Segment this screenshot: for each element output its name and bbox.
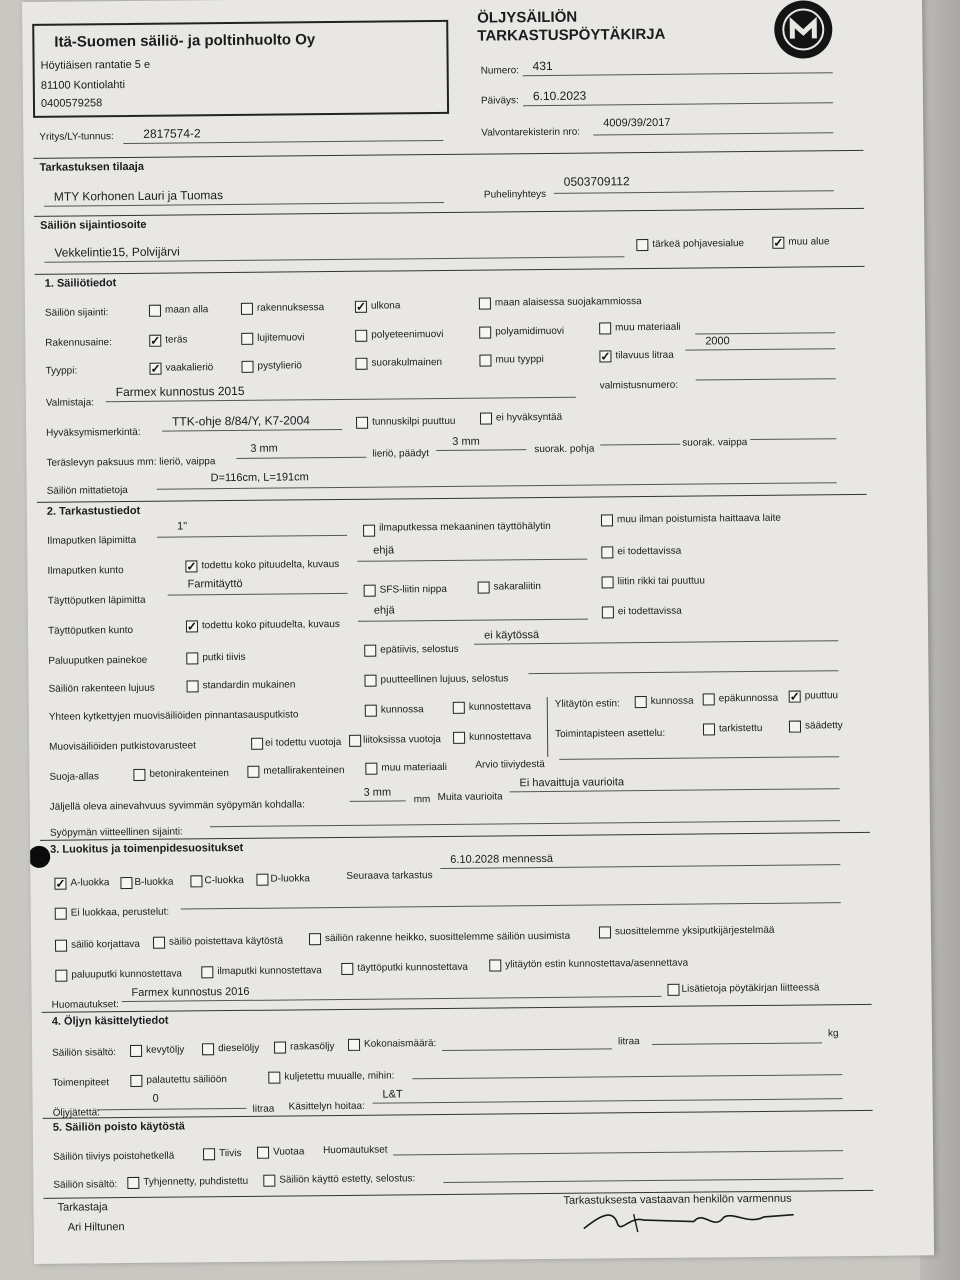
acc-leaks-checkbox[interactable] bbox=[349, 735, 361, 747]
wall-value: 3 mm bbox=[363, 786, 392, 799]
form-title-2: TARKASTUSPÖYTÄKIRJA bbox=[477, 25, 666, 45]
divider bbox=[35, 266, 865, 275]
oil-waste-line bbox=[97, 1108, 247, 1110]
strength-weak-label: puutteellinen lujuus, selostus bbox=[380, 673, 509, 686]
use-prevented-label: Säiliön käyttö estetty, selostus: bbox=[279, 1173, 416, 1186]
section-5-heading: 5. Säiliön poisto käytöstä bbox=[52, 1120, 185, 1134]
contents-label: Säiliön sisältö: bbox=[52, 1047, 117, 1059]
thickness-shell-line bbox=[236, 457, 366, 459]
date-label: Päiväys: bbox=[480, 95, 519, 107]
transported-checkbox[interactable] bbox=[268, 1072, 280, 1084]
material-steel-label: teräs bbox=[165, 334, 188, 346]
basin-metal-checkbox[interactable] bbox=[247, 766, 259, 778]
inspector-name: Ari Hiltunen bbox=[67, 1221, 125, 1234]
tightness-label: Arvio tiiviydestä bbox=[475, 759, 545, 771]
setting-adjusted-label: säädetty bbox=[804, 720, 843, 732]
groundwater-label: tärkeä pohjavesialue bbox=[652, 238, 745, 250]
type-rectangular-label: suorakulmainen bbox=[371, 356, 443, 369]
material-other-label: muu materiaali bbox=[615, 321, 681, 334]
placement-underground-label: maan alla bbox=[164, 304, 209, 316]
fill-diam-value: Farmitäyttö bbox=[187, 577, 243, 591]
fill-cond-value: ehjä bbox=[373, 604, 395, 617]
rec-repair-checkbox[interactable] bbox=[55, 940, 67, 952]
dims-value: D=116cm, L=191cm bbox=[210, 471, 309, 485]
section-4-heading: 4. Öljyn käsittelytiedot bbox=[51, 1014, 169, 1028]
returned-checkbox[interactable] bbox=[130, 1075, 142, 1087]
rect-shell-label: suorak. vaippa bbox=[682, 437, 748, 449]
vent-diam-label: Ilmaputken läpimitta bbox=[47, 534, 137, 547]
total-line bbox=[442, 1048, 612, 1051]
basin-other-label: muu materiaali bbox=[381, 761, 448, 774]
no-approval-label: ei hyväksyntää bbox=[495, 411, 563, 424]
acc-repair-label: kunnostettava bbox=[469, 731, 532, 743]
number-label: Numero: bbox=[480, 65, 520, 77]
material-label: Rakennusaine: bbox=[45, 337, 113, 349]
approval-label: Hyväksymismerkintä: bbox=[46, 426, 141, 439]
decommission-notes-line bbox=[393, 1150, 843, 1155]
leaking-checkbox[interactable] bbox=[257, 1147, 269, 1159]
claw-checkbox[interactable] bbox=[478, 582, 490, 594]
setting-label: Toimintapisteen asettelu: bbox=[555, 727, 666, 740]
wall-label: Jäljellä oleva ainevahvuus syvimmän syöpymän kohdalla: bbox=[49, 799, 305, 813]
client-heading: Tarkastuksen tilaaja bbox=[39, 160, 145, 174]
use-prevented-line bbox=[443, 1178, 843, 1183]
thickness-shell-value: 3 mm bbox=[250, 442, 278, 455]
type-vertical-label: pystylieriö bbox=[257, 360, 303, 372]
other-area-label: muu alue bbox=[788, 236, 830, 248]
handler-line bbox=[373, 1098, 843, 1104]
material-pa-label: polyamidimuovi bbox=[495, 325, 565, 338]
unclassified-line bbox=[181, 902, 841, 909]
basin-other-checkbox[interactable] bbox=[365, 763, 377, 775]
strength-ok-label: standardin mukainen bbox=[202, 679, 296, 692]
emptied-label: Tyhjennetty, puhdistettu bbox=[143, 1175, 249, 1188]
business-id-value: 2817574-2 bbox=[143, 126, 201, 141]
class-a-label: A-luokka bbox=[70, 877, 110, 889]
association-logo bbox=[774, 0, 833, 59]
wall-line bbox=[350, 800, 406, 802]
transported-line bbox=[412, 1074, 842, 1079]
class-c-checkbox[interactable] bbox=[190, 875, 202, 887]
rec-single-pipe-checkbox[interactable] bbox=[599, 926, 611, 938]
inspector-label: Tarkastaja bbox=[57, 1201, 108, 1214]
handwritten-signature bbox=[574, 1205, 804, 1237]
tight-checkbox[interactable] bbox=[203, 1148, 215, 1160]
date-line bbox=[523, 102, 833, 106]
material-grp-label: lujitemuovi bbox=[257, 332, 305, 344]
unclassified-label: Ei luokkaa, perustelut: bbox=[70, 906, 170, 919]
rec-overfill-checkbox[interactable] bbox=[489, 959, 501, 971]
transported-label: kuljetettu muualle, mihin: bbox=[284, 1070, 395, 1083]
divider bbox=[33, 150, 863, 159]
kg-unit: kg bbox=[827, 1028, 839, 1040]
vent-cond-label: Ilmaputken kunto bbox=[47, 565, 124, 577]
rec-decommission-label: säiliö poistettava käytöstä bbox=[168, 935, 284, 948]
type-rectangular-checkbox[interactable] bbox=[355, 358, 367, 370]
vent-diam-value: 1" bbox=[176, 520, 188, 533]
vent-alarm-checkbox[interactable] bbox=[363, 525, 375, 537]
damage-label: Muita vaurioita bbox=[437, 791, 503, 804]
vent-other-label: muu ilman poistumista haittaava laite bbox=[616, 512, 782, 526]
vent-cond-line bbox=[357, 559, 587, 562]
maker-label: Valmistaja: bbox=[45, 397, 95, 409]
fill-verified-label: todettu koko pituudelta, kuvaus bbox=[201, 618, 340, 632]
placement-building-label: rakennuksessa bbox=[256, 302, 325, 314]
rec-fill-pipe-label: täyttöputki kunnostettava bbox=[357, 961, 468, 974]
light-oil-checkbox[interactable] bbox=[130, 1045, 142, 1057]
material-pe-label: polyeteenimuovi bbox=[371, 328, 444, 341]
company-street: Höytiäisen rantatie 5 e bbox=[40, 58, 151, 72]
class-d-checkbox[interactable] bbox=[256, 874, 268, 886]
punch-hole bbox=[28, 846, 50, 868]
rec-overfill-label: ylitäytön estin kunnostettava/asennettava bbox=[505, 957, 689, 971]
placement-building-checkbox[interactable] bbox=[241, 303, 253, 315]
total-label: Kokonaismäärä: bbox=[363, 1038, 437, 1050]
vent-cond-value: ehjä bbox=[373, 544, 395, 557]
rec-vent-pipe-checkbox[interactable] bbox=[201, 966, 213, 978]
no-nameplate-label: tunnuskilpi puuttuu bbox=[371, 415, 456, 428]
company-name: Itä-Suomen säiliö- ja poltinhuolto Oy bbox=[54, 31, 316, 51]
placement-outdoors-label: ulkona bbox=[370, 300, 401, 312]
class-d-label: D-luokka bbox=[270, 873, 310, 885]
basin-metal-label: metallirakenteinen bbox=[263, 764, 345, 777]
client-name: MTY Korhonen Lauri ja Tuomas bbox=[53, 188, 224, 204]
pipe-ok-label: kunnossa bbox=[380, 704, 424, 716]
number-value: 431 bbox=[532, 58, 553, 74]
inspection-form-sheet bbox=[22, 0, 934, 1264]
material-other-checkbox[interactable] bbox=[599, 322, 611, 334]
material-pe-checkbox[interactable] bbox=[355, 330, 367, 342]
class-b-label: B-luokka bbox=[134, 876, 174, 888]
class-b-checkbox[interactable] bbox=[120, 877, 132, 889]
accessories-label: Muovisäiliöiden putkistovarusteet bbox=[49, 740, 196, 753]
rec-renew-label: säiliön rakenne heikko, suosittelemme säiliön uusimista bbox=[324, 930, 571, 945]
section-1-heading: 1. Säiliötiedot bbox=[44, 277, 117, 290]
groundwater-checkbox[interactable] bbox=[636, 239, 648, 251]
oil-waste-unit: litraa bbox=[252, 1103, 275, 1115]
oil-waste-value: 0 bbox=[152, 1092, 159, 1105]
approval-line bbox=[162, 429, 342, 432]
attachment-label: Lisätietoja pöytäkirjan liitteessä bbox=[681, 982, 820, 995]
type-label: Tyyppi: bbox=[45, 365, 78, 377]
overfill-label: Ylitäytön estin: bbox=[554, 698, 620, 710]
type-horizontal-label: vaakalieriö bbox=[165, 362, 214, 374]
pipe-ok-checkbox[interactable] bbox=[365, 705, 377, 717]
overfill-ok-checkbox[interactable] bbox=[635, 696, 647, 708]
location-address: Vekkelintie15, Polvijärvi bbox=[54, 244, 180, 260]
strength-weak-line bbox=[528, 670, 838, 674]
volume-label: tilavuus litraa bbox=[615, 349, 674, 362]
material-grp-checkbox[interactable] bbox=[241, 333, 253, 345]
class-a-checkbox[interactable] bbox=[54, 878, 66, 890]
rec-fill-pipe-checkbox[interactable] bbox=[341, 963, 353, 975]
volume-checkbox[interactable] bbox=[599, 350, 611, 362]
strength-label: Säiliön rakenteen lujuus bbox=[48, 682, 155, 695]
tightness-line bbox=[559, 756, 839, 760]
strength-weak-checkbox[interactable] bbox=[364, 675, 376, 687]
thickness-ends-label: lieriö, päädyt bbox=[372, 448, 430, 460]
type-other-label: muu tyyppi bbox=[495, 354, 544, 366]
overfill-missing-checkbox[interactable] bbox=[789, 691, 801, 703]
return-label: Paluuputken painekoe bbox=[48, 654, 148, 667]
vent-not-verifiable-checkbox[interactable] bbox=[601, 546, 613, 558]
other-area-checkbox[interactable] bbox=[772, 237, 784, 249]
leaking-label: Vuotaa bbox=[272, 1146, 305, 1158]
setting-checked-checkbox[interactable] bbox=[703, 723, 715, 735]
rec-return-pipe-checkbox[interactable] bbox=[55, 970, 67, 982]
strength-ok-checkbox[interactable] bbox=[187, 680, 199, 692]
type-vertical-checkbox[interactable] bbox=[241, 361, 253, 373]
rec-decommission-checkbox[interactable] bbox=[153, 937, 165, 949]
dims-label: Säiliön mittatietoja bbox=[46, 485, 128, 497]
class-c-label: C-luokka bbox=[204, 874, 244, 887]
column-divider bbox=[547, 697, 549, 757]
rec-repair-label: säiliö korjattava bbox=[71, 938, 141, 951]
attachment-checkbox[interactable] bbox=[667, 984, 679, 996]
vent-alarm-label: ilmaputkessa mekaaninen täyttöhälytin bbox=[379, 520, 551, 534]
location-heading: Säiliön sijaintiosoite bbox=[40, 218, 147, 232]
decommission-tight-label: Säiliön tiiviys poistohetkellä bbox=[53, 1150, 175, 1163]
oil-waste-label: Öljyjätettä: bbox=[52, 1107, 100, 1119]
return-leak-checkbox[interactable] bbox=[364, 645, 376, 657]
handler-value: L&T bbox=[382, 1088, 403, 1101]
vent-not-verifiable-label: ei todettavissa bbox=[617, 545, 682, 558]
use-prevented-checkbox[interactable] bbox=[263, 1175, 275, 1187]
notes-value: Farmex kunnostus 2016 bbox=[131, 985, 250, 999]
damage-value: Ei havaittuja vaurioita bbox=[519, 776, 625, 790]
pipe-repair-label: kunnostettava bbox=[468, 701, 532, 713]
setting-checked-label: tarkistettu bbox=[718, 722, 763, 735]
heavy-oil-label: raskasöljy bbox=[289, 1041, 335, 1053]
thickness-label: Teräslevyn paksuus mm: lieriö, vaippa bbox=[46, 456, 216, 469]
return-note-value: ei käytössä bbox=[484, 629, 540, 642]
vent-diam-line bbox=[157, 535, 347, 538]
client-phone-value: 0503709112 bbox=[563, 174, 630, 189]
type-other-checkbox[interactable] bbox=[479, 355, 491, 367]
corrosion-label: Syöpymän viitteellinen sijainti: bbox=[49, 826, 183, 839]
vent-other-checkbox[interactable] bbox=[601, 514, 613, 526]
basin-concrete-checkbox[interactable] bbox=[133, 769, 145, 781]
rec-single-pipe-label: suosittelemme yksiputkijärjestelmää bbox=[614, 924, 775, 938]
vent-verified-checkbox[interactable] bbox=[185, 560, 197, 572]
diesel-checkbox[interactable] bbox=[202, 1043, 214, 1055]
fill-cond-label: Täyttöputken kunto bbox=[47, 624, 134, 637]
claw-label: sakaraliitin bbox=[493, 581, 541, 593]
registry-value: 4009/39/2017 bbox=[603, 116, 671, 130]
serial-line bbox=[696, 378, 836, 380]
sfs-checkbox[interactable] bbox=[364, 585, 376, 597]
broken-label: liitin rikki tai puuttuu bbox=[617, 575, 705, 588]
no-approval-checkbox[interactable] bbox=[480, 413, 492, 425]
thickness-ends-line bbox=[436, 449, 526, 451]
tight-label: Tiivis bbox=[219, 1147, 242, 1160]
client-phone-label: Puhelinyhteys bbox=[483, 188, 547, 201]
placement-shelter-checkbox[interactable] bbox=[479, 298, 491, 310]
actions-label: Toimenpiteet bbox=[52, 1077, 110, 1089]
date-value: 6.10.2023 bbox=[532, 88, 587, 104]
fill-cond-line bbox=[358, 619, 588, 622]
client-phone-line bbox=[554, 190, 834, 194]
overfill-missing-label: puuttuu bbox=[804, 690, 839, 702]
company-phone: 0400579258 bbox=[40, 97, 103, 110]
light-oil-label: kevytöljy bbox=[146, 1044, 185, 1056]
type-horizontal-checkbox[interactable] bbox=[149, 363, 161, 375]
volume-value: 2000 bbox=[705, 335, 730, 348]
decommission-notes-label: Huomautukset bbox=[322, 1144, 388, 1157]
placement-outdoors-checkbox[interactable] bbox=[355, 301, 367, 313]
rect-bottom-line bbox=[600, 444, 680, 446]
rec-vent-pipe-label: ilmaputki kunnostettava bbox=[217, 965, 322, 978]
approval-value: TTK-ohje 8/84/Y, K7-2004 bbox=[171, 413, 310, 429]
emptied-checkbox[interactable] bbox=[127, 1177, 139, 1189]
divider bbox=[34, 208, 864, 217]
fill-diam-label: Täyttöputken läpimitta bbox=[47, 594, 146, 607]
handler-label: Käsittelyn hoitaa: bbox=[288, 1100, 365, 1113]
registry-label: Valvontarekisterin nro: bbox=[481, 126, 581, 139]
responsible-label: Tarkastuksesta vastaavan henkilön varmennus bbox=[563, 1192, 792, 1207]
material-steel-checkbox[interactable] bbox=[149, 335, 161, 347]
company-info-box bbox=[32, 20, 449, 118]
fill-verified-checkbox[interactable] bbox=[186, 620, 198, 632]
overfill-ok-label: kunnossa bbox=[650, 695, 694, 707]
heavy-oil-checkbox[interactable] bbox=[274, 1042, 286, 1054]
next-inspection-label: Seuraava tarkastus bbox=[346, 870, 433, 882]
placement-shelter-label: maan alaisessa suojakammiossa bbox=[494, 296, 642, 309]
form-title-1: ÖLJYSÄILIÖN bbox=[477, 8, 578, 27]
material-pa-checkbox[interactable] bbox=[479, 327, 491, 339]
fill-diam-line bbox=[168, 593, 348, 596]
acc-leaks-label: liitoksissa vuotoja bbox=[363, 734, 441, 746]
acc-no-leak-checkbox[interactable] bbox=[251, 738, 263, 750]
sfs-label: SFS-liitin nippa bbox=[379, 583, 447, 596]
rect-bottom-label: suorak. pohja bbox=[534, 443, 595, 456]
material-other-line bbox=[695, 332, 835, 334]
business-id-label: Yritys/LY-tunnus: bbox=[39, 131, 114, 143]
thickness-ends-value: 3 mm bbox=[452, 435, 480, 448]
divider bbox=[42, 1004, 872, 1013]
divider bbox=[43, 1110, 873, 1119]
total-checkbox[interactable] bbox=[348, 1039, 360, 1051]
registry-line bbox=[593, 132, 833, 135]
number-line bbox=[523, 72, 833, 76]
pipe-repair-checkbox[interactable] bbox=[453, 702, 465, 714]
corrosion-line bbox=[210, 820, 840, 827]
overfill-faulty-checkbox[interactable] bbox=[703, 693, 715, 705]
returned-label: palautettu säiliöön bbox=[146, 1074, 228, 1086]
acc-no-leak-label: ei todettu vuotoja bbox=[265, 736, 342, 749]
no-nameplate-checkbox[interactable] bbox=[356, 417, 368, 429]
company-postal: 81100 Kontiolahti bbox=[40, 79, 126, 92]
broken-checkbox[interactable] bbox=[602, 576, 614, 588]
diesel-label: dieselöljy bbox=[218, 1042, 260, 1055]
unclassified-checkbox[interactable] bbox=[55, 908, 67, 920]
setting-adjusted-checkbox[interactable] bbox=[789, 721, 801, 733]
kg-line bbox=[652, 1042, 822, 1045]
maker-value: Farmex kunnostus 2015 bbox=[115, 383, 245, 400]
fill-not-verifiable-checkbox[interactable] bbox=[602, 606, 614, 618]
acc-repair-checkbox[interactable] bbox=[453, 732, 465, 744]
notes-label: Huomautukset: bbox=[51, 999, 119, 1011]
next-inspection-value: 6.10.2028 mennessä bbox=[450, 852, 554, 866]
overfill-faulty-label: epäkunnossa bbox=[718, 692, 779, 705]
vent-verified-label: todettu koko pituudelta, kuvaus bbox=[201, 558, 340, 572]
return-leak-label: epätiivis, selostus bbox=[380, 643, 459, 656]
return-tight-checkbox[interactable] bbox=[186, 652, 198, 664]
basin-concrete-label: betonirakenteinen bbox=[149, 768, 229, 780]
section-3-heading: 3. Luokitus ja toimenpidesuositukset bbox=[50, 841, 244, 856]
placement-label: Säiliön sijainti: bbox=[44, 307, 109, 319]
serial-label: valmistusnumero: bbox=[599, 379, 679, 392]
wall-unit: mm bbox=[413, 794, 431, 806]
logo-emblem-icon bbox=[774, 0, 833, 59]
volume-line bbox=[685, 348, 835, 350]
litres-unit: litraa bbox=[617, 1036, 640, 1048]
return-tight-label: putki tiivis bbox=[202, 651, 246, 664]
divider bbox=[37, 494, 867, 503]
decommission-contents-label: Säiliön sisältö: bbox=[53, 1179, 118, 1191]
rect-shell-line bbox=[750, 438, 836, 440]
rec-renew-checkbox[interactable] bbox=[309, 933, 321, 945]
fill-not-verifiable-label: ei todettavissa bbox=[617, 605, 682, 618]
placement-underground-checkbox[interactable] bbox=[149, 305, 161, 317]
pipe-label: Yhteen kytkettyjen muovisäiliöiden pinnantasausputkisto bbox=[48, 709, 299, 723]
basin-label: Suoja-allas bbox=[49, 771, 99, 783]
rec-return-pipe-label: paluuputki kunnostettava bbox=[71, 968, 183, 981]
section-2-heading: 2. Tarkastustiedot bbox=[46, 504, 141, 518]
